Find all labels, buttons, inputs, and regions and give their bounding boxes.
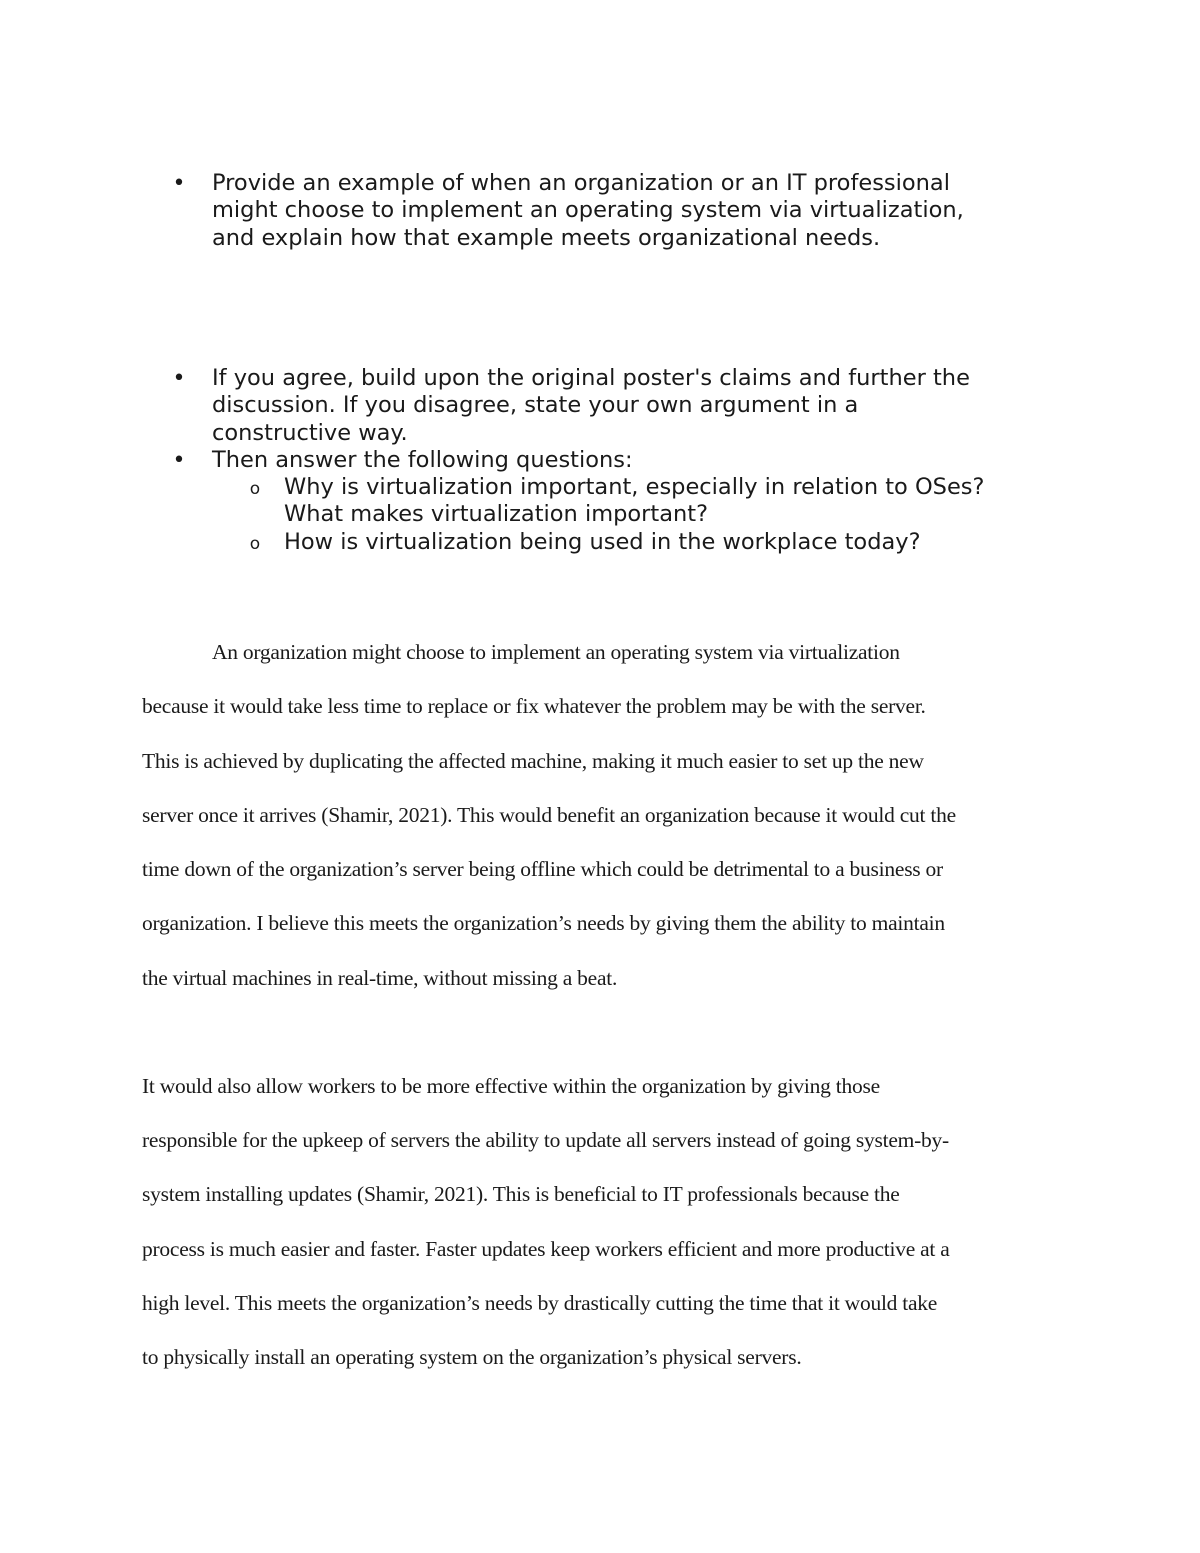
prompt-bullet-3 [172, 447, 1072, 474]
paragraph-2-line-5: high level. This meets the organization’s needs by drastically cutting the time that it would take [142, 1291, 938, 1315]
prompt-bullet-1-line-3: and explain how that example meets organizational needs. [212, 224, 881, 251]
bullet-marker: • [172, 448, 186, 473]
bullet-marker: • [172, 366, 186, 391]
paragraph-2-line-1: It would also allow workers to be more effective within the organization by giving those [142, 1074, 880, 1098]
prompt-bullet-2-line-3: constructive way. [212, 419, 408, 446]
paragraph-2-line-2: responsible for the upkeep of servers the ability to update all servers instead of going system-by- [142, 1128, 949, 1152]
prompt-sub-bullet-1-line-1: Why is virtualization important, especially in relation to OSes? [284, 474, 985, 500]
bullet-marker: • [172, 171, 186, 196]
prompt-sub-bullet-1-line-2: What makes virtualization important? [284, 501, 709, 528]
paragraph-1-line-3: This is achieved by duplicating the affected machine, making it much easier to set up the new [142, 749, 924, 773]
sub-bullet-marker: o [249, 534, 261, 554]
prompt-bullet-3-line-1: Then answer the following questions: [212, 447, 633, 473]
prompt-sub-bullet-2-line-1: How is virtualization being used in the workplace today? [284, 529, 921, 555]
prompt-bullet-2 [172, 365, 1072, 447]
sub-bullet-marker: o [249, 479, 261, 499]
paragraph-2-line-4: process is much easier and faster. Faster updates keep workers efficient and more productive at a [142, 1237, 950, 1261]
paragraph-1-line-2: because it would take less time to replace or fix whatever the problem may be with the server. [142, 694, 926, 718]
paragraph-1-line-7: the virtual machines in real-time, without missing a beat. [142, 966, 618, 990]
prompt-bullet-2-line-1: If you agree, build upon the original poster's claims and further the [212, 365, 970, 391]
paragraph-1-line-6: organization. I believe this meets the organization’s needs by giving them the ability to maintain [142, 911, 945, 935]
paragraph-1-line-4: server once it arrives (Shamir, 2021). This would benefit an organization because it would cut the [142, 803, 956, 827]
paragraph-1-line-1: An organization might choose to implement an operating system via virtualization [212, 640, 900, 664]
prompt-sub-bullet-2 [249, 529, 1084, 556]
prompt-sub-bullet-1 [249, 474, 1084, 529]
prompt-bullet-1-line-1: Provide an example of when an organization or an IT professional [212, 170, 950, 196]
paragraph-1-line-5: time down of the organization’s server being offline which could be detrimental to a business or [142, 857, 943, 881]
prompt-bullet-1 [172, 170, 1072, 252]
prompt-bullet-1-line-2: might choose to implement an operating system via virtualization, [212, 197, 964, 224]
prompt-bullet-2-line-2: discussion. If you disagree, state your own argument in a [212, 392, 859, 419]
paragraph-2-line-3: system installing updates (Shamir, 2021). This is beneficial to IT professionals because the [142, 1182, 900, 1206]
paragraph-2-line-6: to physically install an operating system on the organization’s physical servers. [142, 1345, 802, 1369]
